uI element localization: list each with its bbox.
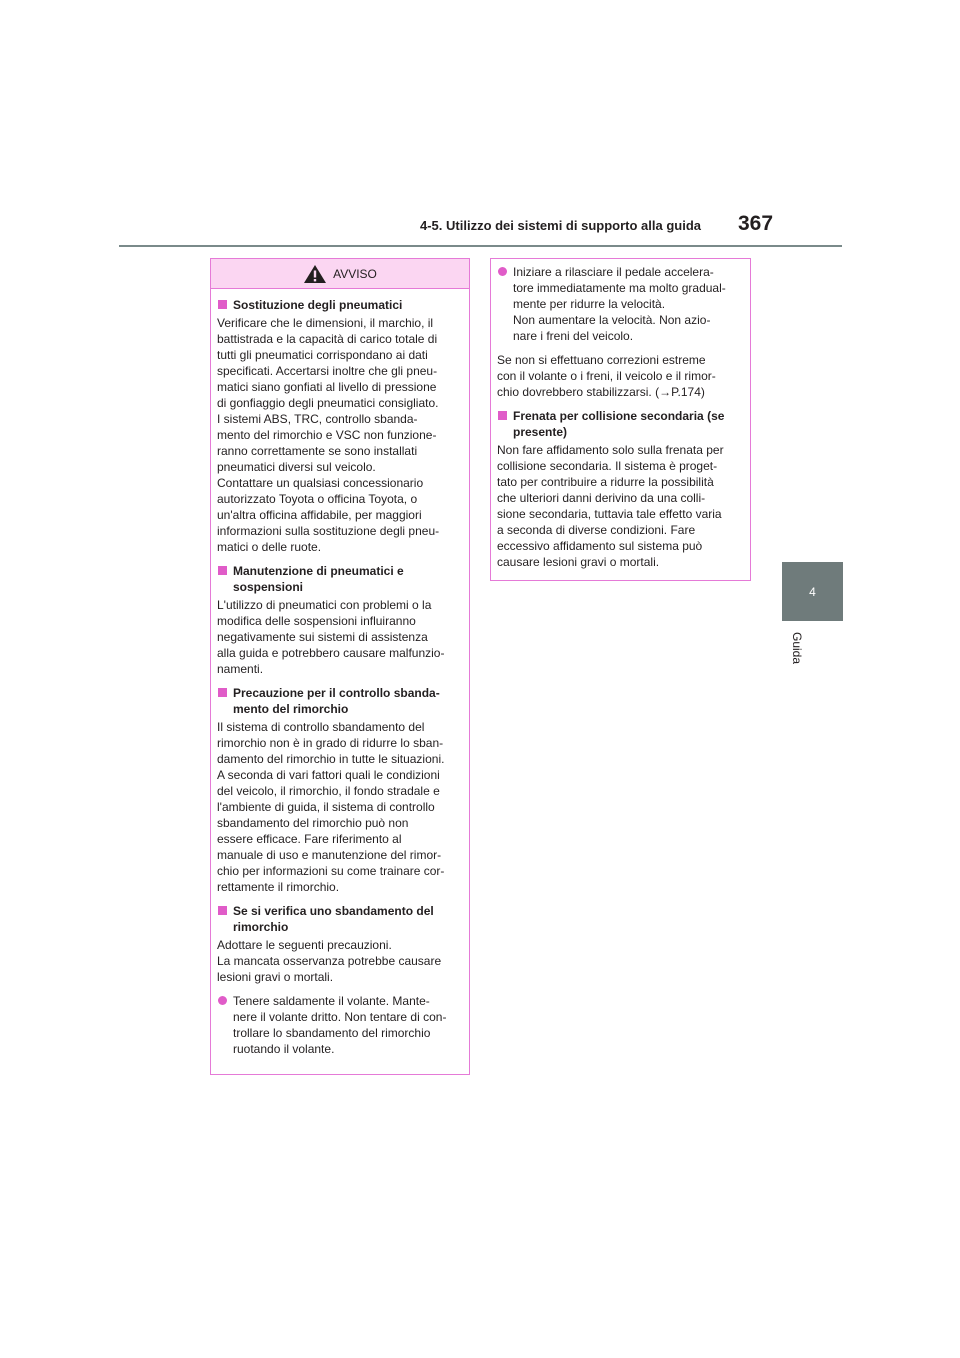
section-body: Verificare che le dimensioni, il marchio, il battistrada e la capacità di carico totale di tutti gli pneumatici corrispondano ai dati specificati. Accertarsi inoltre che gli pneu- matici siano gonfiati al livello di pressione di gonfiaggio degli pneumatici consigliato. I sistemi ABS, TRC, controllo sbanda- mento del rimorchio e VSC non funzione- ranno correttamente se sono installati pneumatici diversi sul veicolo. Contattare un qualsiasi concessionario autorizzato Toyota o officina Toyota, o un'altra officina affidabile, per maggiori informazioni sulla sostituzione degli pneu- matici o delle ruote. [217,316,440,554]
square-bullet-icon [218,566,227,575]
section-body: L'utilizzo di pneumatici con problemi o la modifica delle sospensioni influiranno negativamente sui sistemi di assistenza alla guida e potrebbero causare malfunzio- namenti. [217,598,445,676]
section-title-text: Precauzione per il controllo sbanda- mento del rimorchio [233,686,440,716]
warning-box [210,258,470,1075]
paragraph-text: Se non si effettuano correzioni estreme con il volante o i freni, il veicolo e il rimor- chio dovrebbero stabilizzarsi. ( [497,353,716,399]
section-body: Adottare le seguenti precauzioni. La mancata osservanza potrebbe causare lesioni gravi o mortali. [217,938,442,984]
paragraph-close: ) [700,385,705,399]
round-bullet-icon [498,267,507,276]
warning-heading: AVVISO [333,266,377,281]
section-title-text: Frenata per collisione secondaria (se presente) [513,409,725,439]
chapter-number: 4 [809,584,816,599]
list-item [497,264,744,344]
section-title-text: Manutenzione di pneumatici e sospensioni [233,564,404,594]
section-heading [217,297,463,313]
page-reference-text: P.174 [671,385,701,399]
chapter-label: Guida [790,632,804,665]
section-heading [497,408,744,440]
warning-header [211,259,469,289]
page-number: 367 [738,212,774,235]
section-body: Il sistema di controllo sbandamento del rimorchio non è in grado di ridurre lo sban- damento del rimorchio in tutte le situazioni. A seconda di vari fattori quali le condizioni del veicolo, il rimorchio, il fondo stradale e l'ambiente di guida, il sistema di controllo sbandamento del rimorchio può non essere efficace. Fare riferimento al manuale di uso e manutenzione del rimor- chio per informazioni su come trainare cor- rettamente il rimorchio. [217,720,445,894]
square-bullet-icon [218,906,227,915]
section-title-text: Sostituzione degli pneumatici [233,298,403,312]
section-title-text: Se si verifica uno sbandamento del rimorchio [233,904,434,934]
header-divider [119,245,842,247]
list-item-text: Iniziare a rilasciare il pedale accelera- tore immediatamente ma molto gradual- mente per ridurre la velocità. Non aumentare la velocità. Non azio- nare i freni del veicolo. [513,265,726,343]
square-bullet-icon [218,688,227,697]
list-item-text: Tenere saldamente il volante. Mante- nere il volante dritto. Non tentare di con- trollare lo sbandamento del rimorchio ruotando il volante. [233,994,447,1056]
round-bullet-icon [218,996,227,1005]
paragraph [497,352,744,400]
section-heading [217,563,463,595]
section-body: Non fare affidamento solo sulla frenata per collisione secondaria. Il sistema è proget- tato per contribuire a ridurre la possibilità che ulteriori danni derivino da una colli- sione secondaria, tuttavia tale effetto varia a seconda di diverse condizioni. Fare eccessivo affidamento sul sistema può causare lesioni gravi o mortali. [497,443,724,569]
page-reference-link[interactable] [659,385,701,399]
warning-triangle-icon [303,264,327,284]
square-bullet-icon [498,411,507,420]
chapter-tab[interactable] [782,562,843,621]
section-title: 4-5. Utilizzo dei sistemi di supporto alla guida [420,218,701,233]
section-heading [217,685,463,717]
section-heading [217,903,463,935]
list-item [217,993,463,1057]
square-bullet-icon [218,300,227,309]
arrow-right-icon: → [659,385,672,399]
warning-box-continued [490,258,751,581]
